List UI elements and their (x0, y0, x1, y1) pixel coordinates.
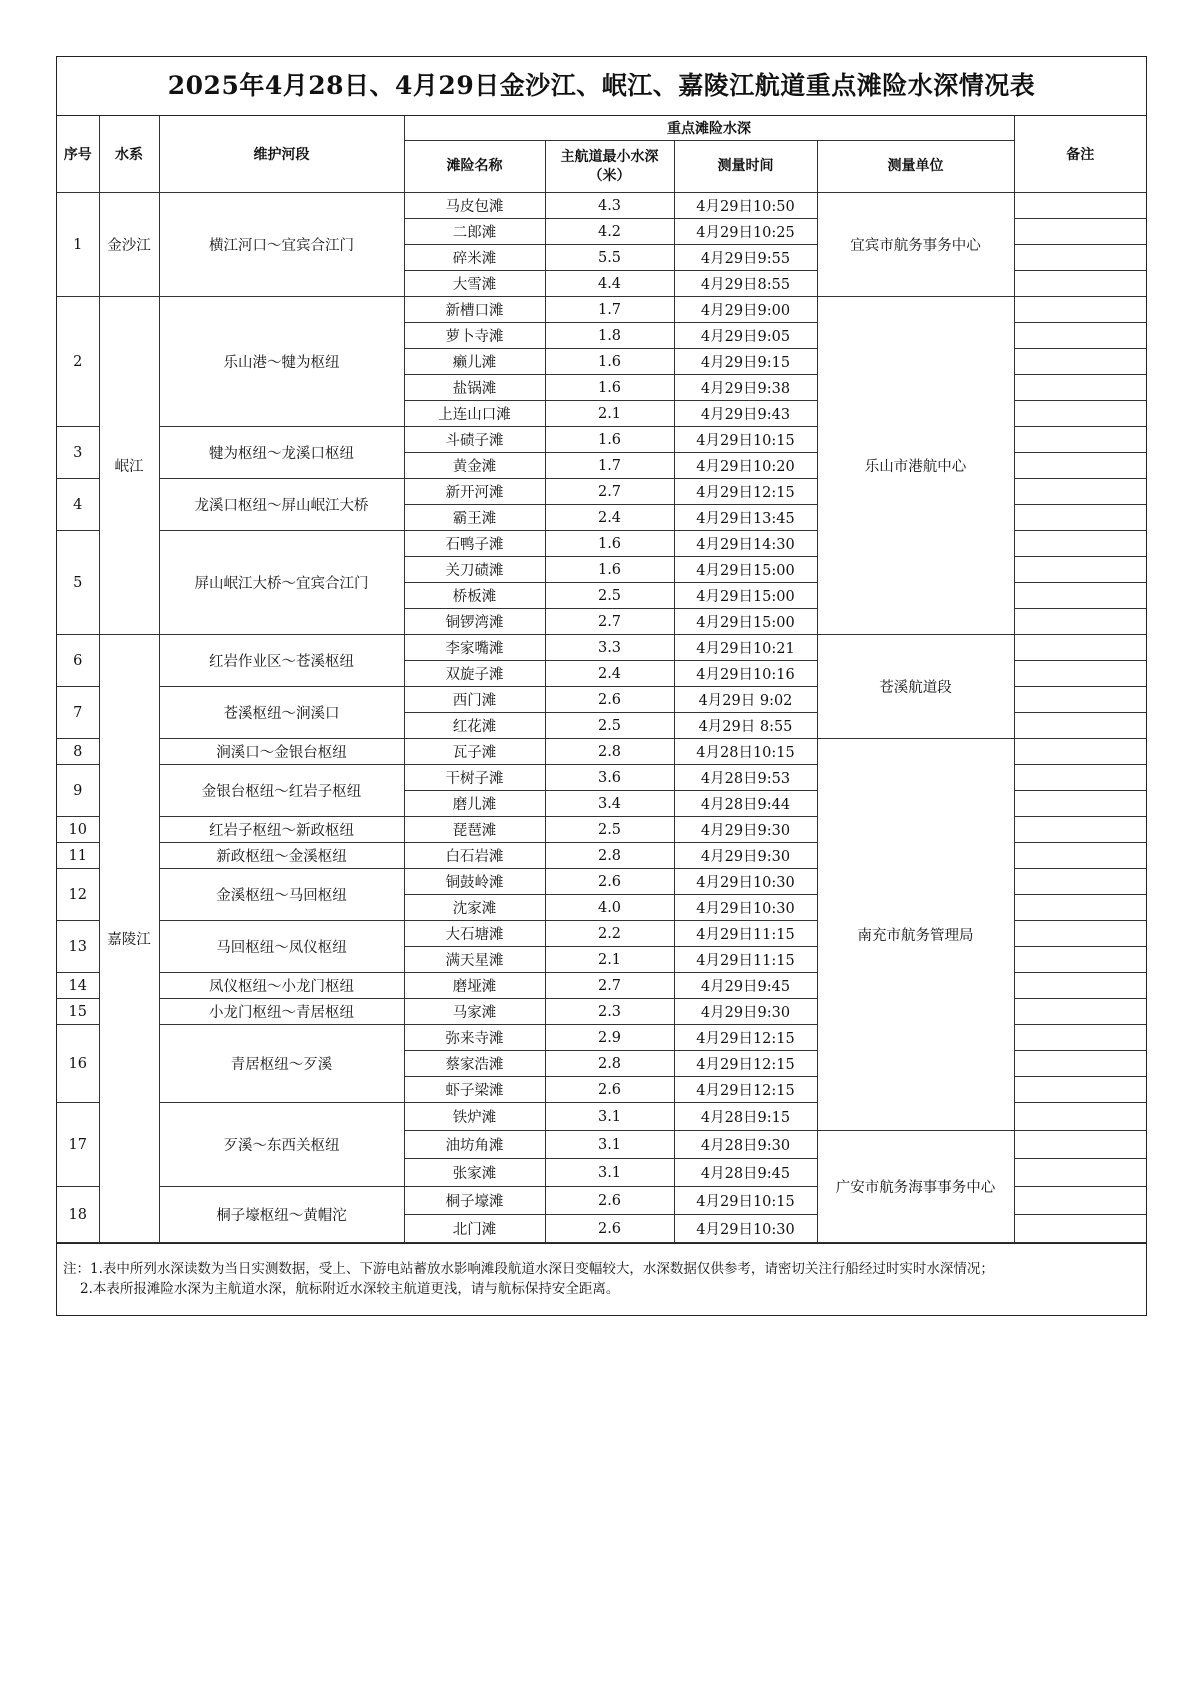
depth-cell: 4.2 (545, 219, 674, 245)
time-cell: 4月29日9:38 (674, 375, 817, 401)
depth-cell: 2.5 (545, 713, 674, 739)
note-1: 注：1.表中所列水深读数为当日实测数据，受上、下游电站蓄放水影响滩段航道水深日变幅较大，水深数据仅供参考，请密切关注行船经过时实时水深情况； (63, 1261, 994, 1277)
seq-cell: 5 (57, 531, 99, 635)
section-cell: 金溪枢纽～马回枢纽 (159, 869, 404, 921)
section-cell: 红岩子枢纽～新政枢纽 (159, 817, 404, 843)
seq-cell: 6 (57, 635, 99, 687)
depth-cell: 1.6 (545, 557, 674, 583)
remark-cell (1014, 401, 1146, 427)
time-cell: 4月29日9:30 (674, 843, 817, 869)
remark-cell (1014, 999, 1146, 1025)
depth-report-sheet (56, 56, 1147, 1316)
time-cell: 4月29日11:15 (674, 921, 817, 947)
remark-cell (1014, 843, 1146, 869)
shoal-name-cell: 北门滩 (404, 1215, 545, 1243)
depth-cell: 2.8 (545, 1051, 674, 1077)
table-row (57, 635, 1146, 661)
shoal-name-cell: 虾子梁滩 (404, 1077, 545, 1103)
shoal-name-cell: 铜锣湾滩 (404, 609, 545, 635)
time-cell: 4月29日11:15 (674, 947, 817, 973)
page-title: 2025年4月28日、4月29日金沙江、岷江、嘉陵江航道重点滩险水深情况表 (57, 57, 1146, 116)
time-cell: 4月29日9:30 (674, 817, 817, 843)
depth-cell: 1.6 (545, 427, 674, 453)
shoal-name-cell: 关刀碛滩 (404, 557, 545, 583)
remark-cell (1014, 765, 1146, 791)
seq-cell: 2 (57, 297, 99, 427)
time-cell: 4月29日14:30 (674, 531, 817, 557)
seq-cell: 11 (57, 843, 99, 869)
remark-cell (1014, 869, 1146, 895)
seq-cell: 8 (57, 739, 99, 765)
shoal-name-cell: 二郎滩 (404, 219, 545, 245)
time-cell: 4月28日9:15 (674, 1103, 817, 1131)
time-cell: 4月28日9:44 (674, 791, 817, 817)
shoal-name-cell: 满天星滩 (404, 947, 545, 973)
seq-cell: 16 (57, 1025, 99, 1103)
remark-cell (1014, 245, 1146, 271)
time-cell: 4月29日9:00 (674, 297, 817, 323)
shoal-name-cell: 新槽口滩 (404, 297, 545, 323)
shoal-name-cell: 铜鼓岭滩 (404, 869, 545, 895)
unit-cell: 乐山市港航中心 (817, 297, 1014, 635)
header-remark: 备注 (1014, 116, 1146, 193)
remark-cell (1014, 375, 1146, 401)
depth-cell: 3.1 (545, 1103, 674, 1131)
seq-cell: 13 (57, 921, 99, 973)
remark-cell (1014, 583, 1146, 609)
remark-cell (1014, 609, 1146, 635)
time-cell: 4月29日 8:55 (674, 713, 817, 739)
shoal-name-cell: 霸王滩 (404, 505, 545, 531)
remark-cell (1014, 193, 1146, 219)
depth-cell: 1.6 (545, 375, 674, 401)
remark-cell (1014, 739, 1146, 765)
depth-cell: 3.3 (545, 635, 674, 661)
time-cell: 4月29日13:45 (674, 505, 817, 531)
shoal-name-cell: 瓦子滩 (404, 739, 545, 765)
shoal-name-cell: 弥来寺滩 (404, 1025, 545, 1051)
shoal-name-cell: 大石塘滩 (404, 921, 545, 947)
table-row (57, 739, 1146, 765)
time-cell: 4月29日10:30 (674, 1215, 817, 1243)
time-cell: 4月29日9:45 (674, 973, 817, 999)
section-cell: 青居枢纽～歹溪 (159, 1025, 404, 1103)
remark-cell (1014, 635, 1146, 661)
depth-cell: 1.7 (545, 297, 674, 323)
remark-cell (1014, 297, 1146, 323)
shoal-name-cell: 黄金滩 (404, 453, 545, 479)
seq-cell: 1 (57, 193, 99, 297)
remark-cell (1014, 1077, 1146, 1103)
time-cell: 4月29日12:15 (674, 1025, 817, 1051)
time-cell: 4月29日9:43 (674, 401, 817, 427)
shoal-name-cell: 红花滩 (404, 713, 545, 739)
seq-cell: 9 (57, 765, 99, 817)
depth-cell: 4.3 (545, 193, 674, 219)
section-cell: 凤仪枢纽～小龙门枢纽 (159, 973, 404, 999)
time-cell: 4月29日10:20 (674, 453, 817, 479)
depth-cell: 2.6 (545, 869, 674, 895)
seq-cell: 10 (57, 817, 99, 843)
seq-cell: 4 (57, 479, 99, 531)
depth-cell: 1.6 (545, 531, 674, 557)
header-min-depth: 主航道最小水深（米） (545, 141, 674, 193)
remark-cell (1014, 817, 1146, 843)
shoal-name-cell: 李家嘴滩 (404, 635, 545, 661)
remark-cell (1014, 1159, 1146, 1187)
remark-cell (1014, 791, 1146, 817)
shoal-name-cell: 桥板滩 (404, 583, 545, 609)
depth-cell: 2.8 (545, 843, 674, 869)
notes (57, 1243, 1146, 1315)
header-section: 维护河段 (159, 116, 404, 193)
depth-cell: 4.0 (545, 895, 674, 921)
water-system-cell: 金沙江 (99, 193, 159, 297)
time-cell: 4月29日10:30 (674, 869, 817, 895)
shoal-name-cell: 马皮包滩 (404, 193, 545, 219)
seq-cell: 3 (57, 427, 99, 479)
depth-cell: 2.5 (545, 583, 674, 609)
remark-cell (1014, 557, 1146, 583)
section-cell: 红岩作业区～苍溪枢纽 (159, 635, 404, 687)
shoal-name-cell: 蔡家浩滩 (404, 1051, 545, 1077)
time-cell: 4月29日 9:02 (674, 687, 817, 713)
time-cell: 4月28日9:30 (674, 1131, 817, 1159)
section-cell: 金银台枢纽～红岩子枢纽 (159, 765, 404, 817)
remark-cell (1014, 1131, 1146, 1159)
depth-cell: 2.3 (545, 999, 674, 1025)
time-cell: 4月29日10:50 (674, 193, 817, 219)
table-row (57, 193, 1146, 219)
seq-cell: 15 (57, 999, 99, 1025)
remark-cell (1014, 947, 1146, 973)
shoal-name-cell: 石鸭子滩 (404, 531, 545, 557)
remark-cell (1014, 895, 1146, 921)
section-cell: 桐子壕枢纽～黄帽沱 (159, 1187, 404, 1243)
depth-cell: 2.7 (545, 609, 674, 635)
remark-cell (1014, 453, 1146, 479)
remark-cell (1014, 219, 1146, 245)
table-body (57, 193, 1146, 1243)
remark-cell (1014, 479, 1146, 505)
section-cell: 犍为枢纽～龙溪口枢纽 (159, 427, 404, 479)
shoal-name-cell: 萝卜寺滩 (404, 323, 545, 349)
remark-cell (1014, 505, 1146, 531)
depth-cell: 2.1 (545, 947, 674, 973)
shoal-name-cell: 上连山口滩 (404, 401, 545, 427)
depth-cell: 2.9 (545, 1025, 674, 1051)
depth-cell: 2.6 (545, 1077, 674, 1103)
seq-cell: 14 (57, 973, 99, 999)
depth-cell: 1.7 (545, 453, 674, 479)
section-cell: 马回枢纽～凤仪枢纽 (159, 921, 404, 973)
shoal-name-cell: 沈家滩 (404, 895, 545, 921)
depth-cell: 3.4 (545, 791, 674, 817)
depth-cell: 2.6 (545, 1215, 674, 1243)
depth-cell: 2.5 (545, 817, 674, 843)
depth-cell: 2.7 (545, 479, 674, 505)
water-system-cell: 嘉陵江 (99, 635, 159, 1243)
shoal-name-cell: 双旋子滩 (404, 661, 545, 687)
shoal-name-cell: 大雪滩 (404, 271, 545, 297)
remark-cell (1014, 427, 1146, 453)
header-time: 测量时间 (674, 141, 817, 193)
remark-cell (1014, 1215, 1146, 1243)
time-cell: 4月29日15:00 (674, 583, 817, 609)
section-cell: 横江河口～宜宾合江门 (159, 193, 404, 297)
shoal-name-cell: 桐子壕滩 (404, 1187, 545, 1215)
shoal-name-cell: 碎米滩 (404, 245, 545, 271)
time-cell: 4月29日10:21 (674, 635, 817, 661)
header-seq: 序号 (57, 116, 99, 193)
time-cell: 4月29日10:15 (674, 1187, 817, 1215)
time-cell: 4月29日15:00 (674, 557, 817, 583)
seq-cell: 12 (57, 869, 99, 921)
shoal-name-cell: 西门滩 (404, 687, 545, 713)
shoal-name-cell: 张家滩 (404, 1159, 545, 1187)
depth-cell: 2.4 (545, 661, 674, 687)
seq-cell: 17 (57, 1103, 99, 1187)
depth-cell: 2.2 (545, 921, 674, 947)
time-cell: 4月29日10:15 (674, 427, 817, 453)
shoal-name-cell: 油坊角滩 (404, 1131, 545, 1159)
time-cell: 4月29日12:15 (674, 1077, 817, 1103)
time-cell: 4月29日12:15 (674, 1051, 817, 1077)
remark-cell (1014, 1025, 1146, 1051)
shoal-name-cell: 盐锅滩 (404, 375, 545, 401)
remark-cell (1014, 973, 1146, 999)
time-cell: 4月28日9:45 (674, 1159, 817, 1187)
depth-cell: 3.1 (545, 1131, 674, 1159)
depth-cell: 4.4 (545, 271, 674, 297)
time-cell: 4月29日12:15 (674, 479, 817, 505)
shoal-name-cell: 新开河滩 (404, 479, 545, 505)
time-cell: 4月29日15:00 (674, 609, 817, 635)
time-cell: 4月29日10:16 (674, 661, 817, 687)
note-2: 2.本表所报滩险水深为主航道水深，航标附近水深较主航道更浅，请与航标保持安全距离。 (80, 1281, 620, 1297)
remark-cell (1014, 687, 1146, 713)
header-water-system: 水系 (99, 116, 159, 193)
section-cell: 乐山港～犍为枢纽 (159, 297, 404, 427)
time-cell: 4月29日9:55 (674, 245, 817, 271)
depth-cell: 1.8 (545, 323, 674, 349)
header-unit: 测量单位 (817, 141, 1014, 193)
section-cell: 歹溪～东西关枢纽 (159, 1103, 404, 1187)
remark-cell (1014, 323, 1146, 349)
remark-cell (1014, 271, 1146, 297)
depth-cell: 5.5 (545, 245, 674, 271)
seq-cell: 18 (57, 1187, 99, 1243)
depth-cell: 1.6 (545, 349, 674, 375)
unit-cell: 南充市航务管理局 (817, 739, 1014, 1131)
time-cell: 4月29日9:05 (674, 323, 817, 349)
remark-cell (1014, 1187, 1146, 1215)
shoal-name-cell: 磨儿滩 (404, 791, 545, 817)
section-cell: 屏山岷江大桥～宜宾合江门 (159, 531, 404, 635)
depth-cell: 2.8 (545, 739, 674, 765)
time-cell: 4月29日9:15 (674, 349, 817, 375)
shoal-name-cell: 癞儿滩 (404, 349, 545, 375)
section-cell: 涧溪口～金银台枢纽 (159, 739, 404, 765)
remark-cell (1014, 349, 1146, 375)
section-cell: 苍溪枢纽～涧溪口 (159, 687, 404, 739)
remark-cell (1014, 713, 1146, 739)
shoal-name-cell: 琵琶滩 (404, 817, 545, 843)
remark-cell (1014, 661, 1146, 687)
time-cell: 4月28日10:15 (674, 739, 817, 765)
water-system-cell: 岷江 (99, 297, 159, 635)
time-cell: 4月29日9:30 (674, 999, 817, 1025)
unit-cell: 广安市航务海事事务中心 (817, 1131, 1014, 1243)
depth-cell: 3.1 (545, 1159, 674, 1187)
remark-cell (1014, 531, 1146, 557)
time-cell: 4月29日8:55 (674, 271, 817, 297)
shoal-name-cell: 磨垭滩 (404, 973, 545, 999)
shoal-name-cell: 斗碛子滩 (404, 427, 545, 453)
time-cell: 4月28日9:53 (674, 765, 817, 791)
depth-cell: 3.6 (545, 765, 674, 791)
shoal-name-cell: 马家滩 (404, 999, 545, 1025)
depth-cell: 2.4 (545, 505, 674, 531)
section-cell: 新政枢纽～金溪枢纽 (159, 843, 404, 869)
unit-cell: 宜宾市航务事务中心 (817, 193, 1014, 297)
time-cell: 4月29日10:30 (674, 895, 817, 921)
shoal-name-cell: 干树子滩 (404, 765, 545, 791)
section-cell: 龙溪口枢纽～屏山岷江大桥 (159, 479, 404, 531)
table-row (57, 297, 1146, 323)
remark-cell (1014, 1051, 1146, 1077)
shoal-name-cell: 白石岩滩 (404, 843, 545, 869)
time-cell: 4月29日10:25 (674, 219, 817, 245)
depth-cell: 2.6 (545, 687, 674, 713)
remark-cell (1014, 1103, 1146, 1131)
shoal-name-cell: 铁炉滩 (404, 1103, 545, 1131)
remark-cell (1014, 921, 1146, 947)
section-cell: 小龙门枢纽～青居枢纽 (159, 999, 404, 1025)
header-shoal-name: 滩险名称 (404, 141, 545, 193)
depth-cell: 2.7 (545, 973, 674, 999)
unit-cell: 苍溪航道段 (817, 635, 1014, 739)
seq-cell: 7 (57, 687, 99, 739)
depth-table (57, 116, 1146, 1243)
depth-cell: 2.6 (545, 1187, 674, 1215)
depth-cell: 2.1 (545, 401, 674, 427)
header-group: 重点滩险水深 (404, 116, 1014, 141)
